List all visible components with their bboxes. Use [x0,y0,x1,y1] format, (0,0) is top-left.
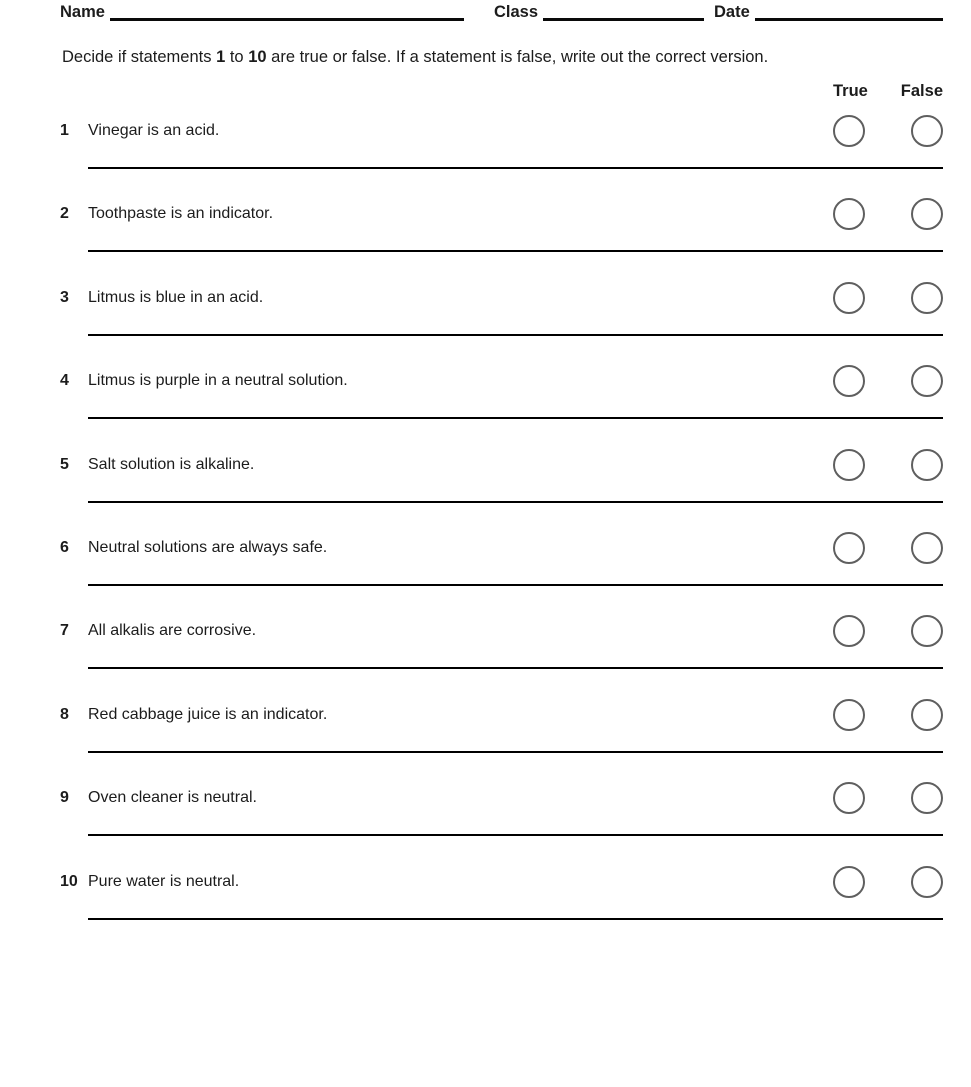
true-false-labels [833,82,943,101]
false-circle[interactable] [911,115,943,147]
correction-write-line[interactable] [88,250,943,252]
statement-text: Red cabbage juice is an indicator. [88,705,328,723]
answer-circles [833,866,943,898]
date-label: Date [714,3,750,21]
statement-row [60,603,943,686]
instructions-text-3: are true or false. If a statement is false, write out the correct version. [266,48,769,66]
date-field [714,3,943,21]
statement-row [60,186,943,269]
statement-number: 9 [60,789,69,807]
statement-row-content [60,103,943,159]
instructions-bold-1: 1 [216,48,226,66]
instructions-bold-2: 10 [248,48,267,66]
answer-circles [833,198,943,230]
false-circle[interactable] [911,449,943,481]
correction-write-line[interactable] [88,167,943,169]
name-input-line[interactable] [110,3,464,21]
statement-number: 8 [60,705,69,723]
false-circle[interactable] [911,282,943,314]
correction-write-line[interactable] [88,584,943,586]
statement-row [60,520,943,603]
false-circle[interactable] [911,532,943,564]
correction-write-line[interactable] [88,834,943,836]
statements-list [60,103,943,937]
statement-row-content [60,186,943,242]
answer-circles [833,782,943,814]
true-circle[interactable] [833,449,865,481]
true-circle[interactable] [833,365,865,397]
true-column-label: True [833,82,868,100]
header-spacer [60,82,833,101]
statement-row-content [60,854,943,910]
statement-row-content [60,770,943,826]
true-circle[interactable] [833,615,865,647]
false-circle[interactable] [911,782,943,814]
answer-circles [833,365,943,397]
correction-write-line[interactable] [88,501,943,503]
false-circle[interactable] [911,615,943,647]
true-circle[interactable] [833,115,865,147]
true-circle[interactable] [833,198,865,230]
true-circle[interactable] [833,699,865,731]
statement-row [60,770,943,853]
statement-row-content [60,603,943,659]
statement-row-content [60,687,943,743]
true-circle[interactable] [833,866,865,898]
header [60,2,943,21]
true-circle[interactable] [833,782,865,814]
true-false-header [60,82,943,101]
statement-row-content [60,520,943,576]
false-circle[interactable] [911,866,943,898]
correction-write-line[interactable] [88,667,943,669]
answer-circles [833,449,943,481]
instructions-text-1: Decide if statements [62,48,217,66]
answer-circles [833,115,943,147]
statement-row [60,854,943,937]
false-circle[interactable] [911,699,943,731]
statement-text: Salt solution is alkaline. [88,455,255,473]
name-label: Name [60,3,105,21]
statement-row [60,103,943,186]
instructions [62,47,943,67]
instructions-text-2: to [225,48,249,66]
correction-write-line[interactable] [88,417,943,419]
statement-row-content [60,270,943,326]
answer-circles [833,615,943,647]
false-circle[interactable] [911,198,943,230]
false-column-label: False [900,82,943,100]
statement-number: 2 [60,205,69,223]
statement-number: 4 [60,372,69,390]
statement-row [60,270,943,353]
answer-circles [833,699,943,731]
class-input-line[interactable] [543,3,704,21]
statement-row [60,437,943,520]
statement-text: Neutral solutions are always safe. [88,538,328,556]
correction-write-line[interactable] [88,751,943,753]
statement-row-content [60,353,943,409]
date-input-line[interactable] [755,3,943,21]
statement-number: 7 [60,622,69,640]
statement-number: 10 [60,872,78,890]
class-field [494,3,704,21]
statement-text: Oven cleaner is neutral. [88,789,257,807]
statement-number: 5 [60,455,69,473]
statement-row-content [60,437,943,493]
true-circle[interactable] [833,282,865,314]
statement-text: Vinegar is an acid. [88,122,220,139]
statement-text: Toothpaste is an indicator. [88,205,274,223]
statement-text: Litmus is purple in a neutral solution. [88,372,348,390]
correction-write-line[interactable] [88,334,943,336]
true-circle[interactable] [833,532,865,564]
statement-text: All alkalis are corrosive. [88,622,257,640]
answer-circles [833,282,943,314]
statement-text: Pure water is neutral. [88,872,240,890]
name-field [60,3,464,21]
statement-number: 1 [60,122,69,139]
statement-row [60,353,943,436]
statement-text: Litmus is blue in an acid. [88,288,264,306]
false-circle[interactable] [911,365,943,397]
answer-circles [833,532,943,564]
correction-write-line[interactable] [88,918,943,920]
statement-number: 3 [60,288,69,306]
statement-number: 6 [60,538,69,556]
statement-row [60,687,943,770]
class-label: Class [494,3,539,21]
